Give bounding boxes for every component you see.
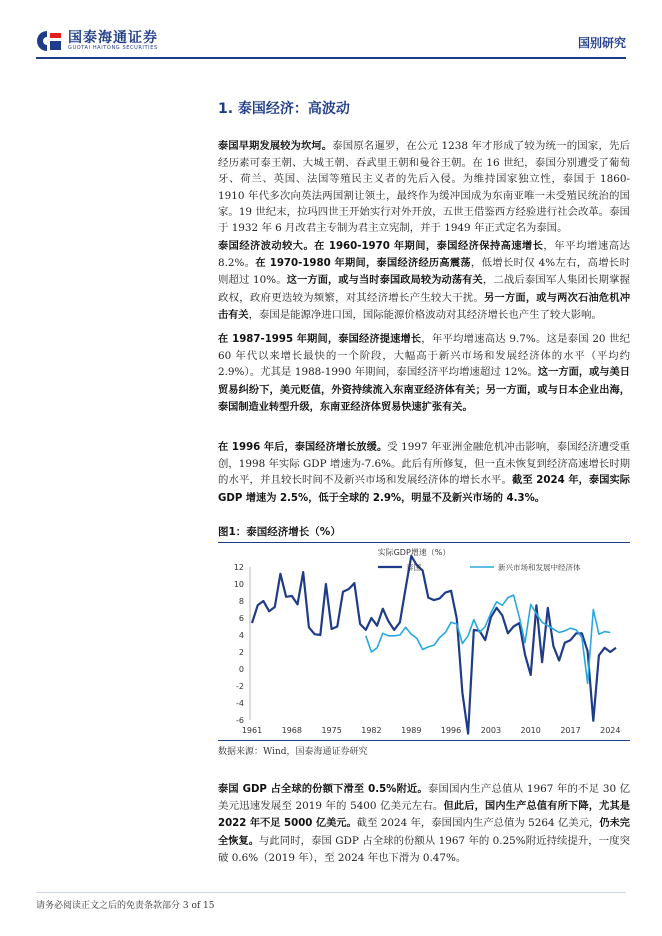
x-tick-label: 2003	[480, 726, 502, 735]
body-text: ，年平均增速高达 9.7%。这是泰国 20 世纪 60 年代以来增长最快的一个阶段，大幅高于新兴市场和发展经济体的水平（平均约 2.9%）。尤其是 1988-1990 年期间，泰国经济平均增速超过 12%。	[218, 333, 631, 379]
figure-bottom-divider	[218, 740, 630, 741]
header-divider	[36, 57, 626, 59]
body-text: 截至 2024 年，泰国国内生产总值为 5264 亿美元，	[356, 817, 600, 830]
y-tick-label: 4	[238, 631, 244, 640]
y-tick-label: 2	[238, 648, 244, 657]
x-tick-label: 1996	[440, 726, 462, 735]
x-tick-label: 2010	[520, 726, 541, 735]
emphasis-text: 泰国经济波动较大。在 1960-1970 年期间，泰国经济保持高速增长	[218, 241, 544, 252]
figure-title: 图1：泰国经济增长（%）	[218, 524, 630, 543]
paragraph-text	[218, 331, 630, 416]
body-text: ，泰国是能源净进口国，国际能源价格波动对其经济增长也产生了较大影响。	[248, 308, 602, 321]
company-logo	[36, 30, 158, 52]
section-title: 1. 泰国经济：高波动	[218, 101, 350, 117]
x-tick-label: 1975	[321, 726, 342, 735]
body-text: ，年平均增速高达 8.2%。	[218, 240, 630, 270]
legend-label-thailand: 泰国	[406, 563, 421, 572]
paragraph-text	[218, 138, 630, 236]
gdp-growth-chart	[218, 545, 630, 737]
y-tick-label: 6	[238, 614, 244, 623]
emphasis-text: 但此后，国内生产总值有所下降，尤其是 2022 年不足 5000 亿美元。	[218, 801, 631, 830]
x-tick-label: 1968	[281, 726, 302, 735]
paragraph-early-development	[218, 138, 630, 236]
paragraph-text	[218, 781, 630, 866]
chart-title: 实际GDP增速（%）	[377, 548, 451, 557]
y-tick-label: 12	[233, 563, 244, 572]
y-tick-label: -4	[236, 699, 244, 708]
emphasis-text: 另一方面，或与两次石油危机冲击有关	[218, 292, 631, 321]
logo-english-name: GUOTAI HAITONG SECURITIES	[68, 44, 158, 51]
emphasis-text: 泰国早期发展较为坎坷。	[218, 141, 333, 152]
emphasis-text: 泰国 GDP 占全球的份额下滑至 0.5%附近。	[218, 784, 428, 795]
x-tick-label: 1982	[361, 726, 382, 735]
company-logo-icon	[36, 30, 62, 52]
footer-divider	[36, 892, 626, 893]
body-text: ，二战后泰国军人集团长期掌握政权，政府更迭较为频繁，对其经济增长产生较大干扰。	[218, 274, 630, 304]
paragraph-volatility	[218, 238, 630, 324]
emphasis-text: 这一方面，或与美日贸易纠纷下，美元贬值，外资持续流入东南亚经济体有关；另一方面，或与日本企业出海，泰国制造业转型升级，东南亚经济体贸易快速扩张有关。	[218, 367, 630, 413]
body-text: 受 1997 年亚洲金融危机冲击影响，泰国经济遭受重创，1998 年实际 GDP 增速为-7.6%。此后有所修复，但一直未恢复到经济高速增长时期的水平，并且较长时间不及新兴市场和发展经济体的增长水平。	[218, 441, 630, 487]
paragraph-text	[218, 238, 630, 324]
figure-source: 数据来源：Wind，国泰海通证券研究	[218, 747, 368, 757]
emphasis-text: 在 1970-1980 年期间，泰国经济经历高震荡	[255, 258, 471, 270]
x-tick-label: 2024	[600, 726, 621, 735]
page-header	[0, 0, 662, 62]
footer-disclaimer: 请务必阅读正文之后的免责条款部分 3 of 15	[36, 901, 215, 911]
paragraph-1987-1995	[218, 331, 630, 416]
legend-label-emerging: 新兴市场和发展中经济体	[498, 563, 581, 572]
emphasis-text: 在 1996 年后，泰国经济增长放缓。	[218, 442, 388, 453]
y-tick-label: -2	[236, 682, 244, 691]
y-tick-label: 8	[238, 597, 244, 606]
emphasis-text: 这一方面，或与当时泰国政局较为动荡有关	[286, 275, 483, 287]
emphasis-text: 在 1987-1995 年期间，泰国经济提速增长	[218, 334, 422, 345]
paragraph-post-1996	[218, 439, 630, 507]
body-text: 与此同时，泰国 GDP 占全球的份额从 1967 年的 0.25%附近持续提升，一度突破 0.6%（2019 年），至 2024 年也下滑为 0.47%。	[218, 834, 630, 864]
body-text: 泰国国内生产总值从 1967 年的不足 30 亿美元迅速发展至 2019 年的 5400 亿美元左右。	[218, 783, 630, 813]
logo-chinese-name: 国泰海通证券	[68, 29, 158, 46]
x-tick-label: 1989	[401, 726, 422, 735]
paragraph-gdp-share	[218, 781, 630, 866]
paragraph-text	[218, 439, 630, 507]
gdp-growth-chart-svg	[218, 545, 630, 737]
body-text: ，低增长时仅 4%左右，高增长时则超过 10%。	[218, 257, 631, 287]
body-text: 泰国原名暹罗，在公元 1238 年才形成了较为统一的国家，先后经历素可泰王朝、大城王朝、吞武里王朝和曼谷王朝。在 16 世纪，泰国分别遭受了葡萄牙、荷兰、英国、法国等殖民主义者的先后入侵。为维持国家独立性，泰国于 1860-1910 年代多次向英法两国割让领土，最终作为缓冲国成为东南亚唯一未受殖民统治的国家。19 世纪末，拉玛四世王开始实行对外开放，五世王借鉴西方经验进行社会改革。泰国于 1932 年 6 月改君主专制为君主立宪制，并于 1949 年正式定名为泰国。	[218, 140, 631, 235]
y-tick-label: 10	[233, 580, 244, 589]
y-tick-label: -6	[236, 716, 244, 725]
emphasis-text: 截至 2024 年，泰国实际 GDP 增速为 2.5%，低于全球的 2.9%，明显不及新兴市场的 4.3%。	[218, 475, 630, 504]
y-tick-label: 0	[238, 665, 244, 674]
x-tick-label: 2017	[560, 726, 581, 735]
emphasis-text: 仍未完全恢复。	[218, 818, 630, 847]
report-type-label: 国别研究	[577, 36, 626, 50]
x-tick-label: 1961	[241, 726, 263, 735]
